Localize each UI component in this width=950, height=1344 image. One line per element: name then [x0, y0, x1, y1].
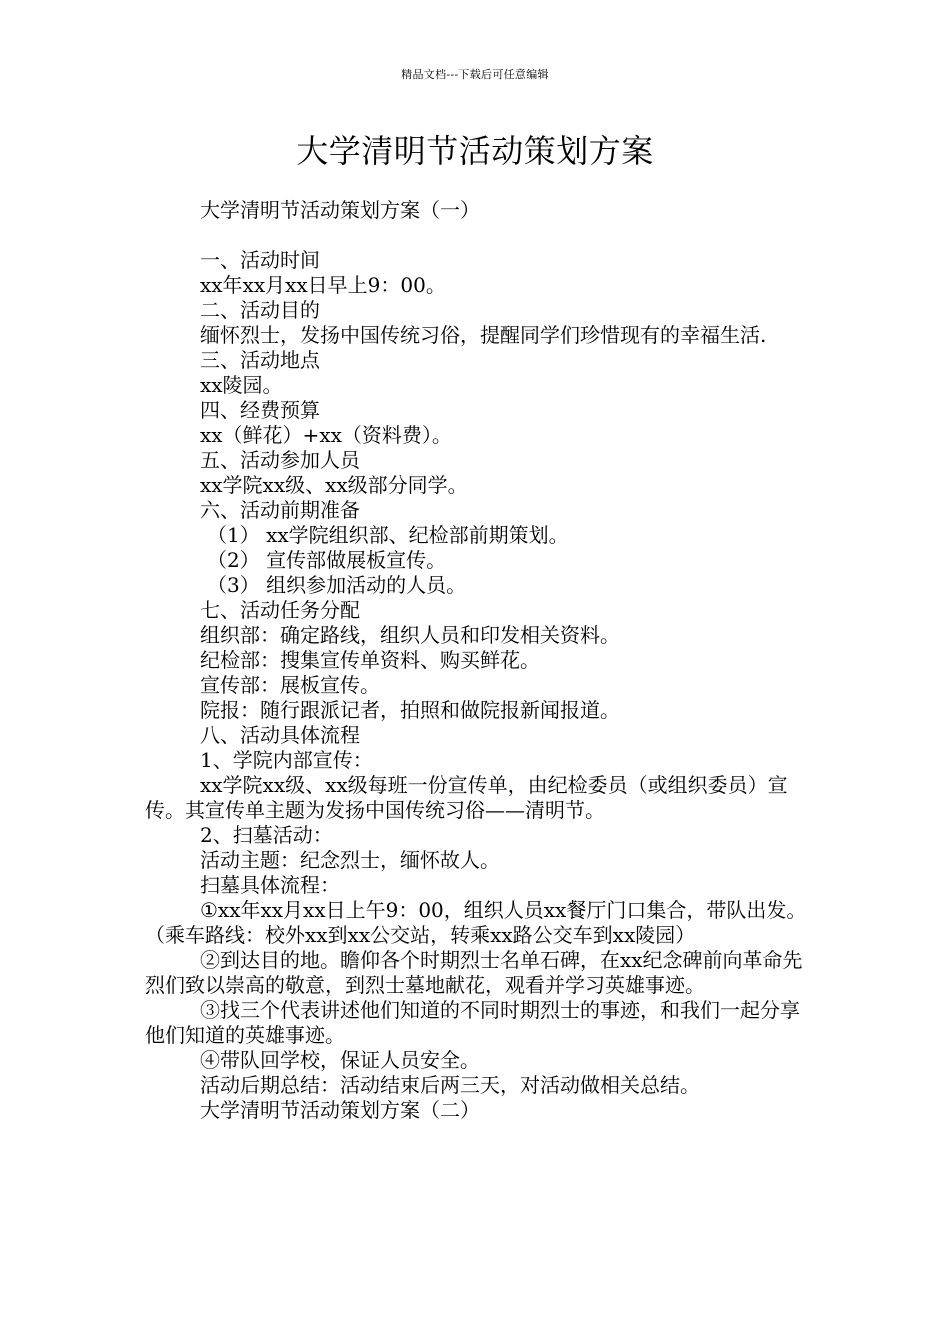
paragraph: xx学院xx级、xx级部分同学。 — [200, 473, 468, 497]
blank-line — [145, 223, 809, 248]
paragraph: 院报：随行跟派记者，拍照和做院报新闻报道。 — [200, 698, 620, 722]
section-heading: 大学清明节活动策划方案（二） — [200, 1098, 480, 1122]
section-heading: 七、活动任务分配 — [200, 598, 360, 622]
paragraph: xx陵园。 — [200, 373, 283, 397]
section-heading: 八、活动具体流程 — [200, 723, 360, 747]
section-heading: 四、经费预算 — [200, 398, 320, 422]
paragraph: 纪检部：搜集宣传单资料、购买鲜花。 — [200, 648, 540, 672]
paragraph: 宣传部：展板宣传。 — [200, 673, 380, 697]
paragraph: 1、学院内部宣传： — [200, 748, 373, 772]
paragraph: 缅怀烈士，发扬中国传统习俗，提醒同学们珍惜现有的幸福生活. — [200, 323, 767, 347]
paragraph: 2、扫墓活动： — [200, 823, 333, 847]
section-heading: 二、活动目的 — [200, 298, 320, 322]
section-heading: 大学清明节活动策划方案（一） — [200, 198, 480, 222]
paragraph: ①xx年xx月xx日上午9：00，组织人员xx餐厅门口集合，带队出发。（乘车路线：校外xx到xx公交站，转乘xx路公交车到xx陵园） — [145, 898, 807, 947]
paragraph: 扫墓具体流程： — [200, 873, 340, 897]
section-heading: 五、活动参加人员 — [200, 448, 360, 472]
section-heading: 六、活动前期准备 — [200, 498, 360, 522]
paragraph: ②到达目的地。瞻仰各个时期烈士名单石碑，在xx纪念碑前向革命先烈们致以崇高的敬意，到烈士墓地献花，观看并学习英雄事迹。 — [145, 948, 803, 997]
list-item: （3） 组织参加活动的人员。 — [207, 573, 467, 597]
paragraph: xx（鲜花）+xx（资料费）。 — [200, 423, 452, 447]
section-heading: 三、活动地点 — [200, 348, 320, 372]
paragraph: xx年xx月xx日早上9：00。 — [200, 273, 446, 297]
document-body — [145, 198, 809, 1123]
paragraph: 活动后期总结：活动结束后两三天，对活动做相关总结。 — [200, 1073, 700, 1097]
paragraph: 组织部：确定路线，组织人员和印发相关资料。 — [200, 623, 620, 647]
paragraph: 活动主题：纪念烈士，缅怀故人。 — [200, 848, 500, 872]
paragraph: ④带队回学校，保证人员安全。 — [200, 1048, 480, 1072]
list-item: （2） 宣传部做展板宣传。 — [207, 548, 447, 572]
paragraph: xx学院xx级、xx级每班一份宣传单，由纪检委员（或组织委员）宣传。其宣传单主题为发扬中国传统习俗——清明节。 — [145, 773, 788, 822]
paragraph: ③找三个代表讲述他们知道的不同时期烈士的事迹，和我们一起分享他们知道的英雄事迹。 — [145, 998, 800, 1047]
list-item: （1） xx学院组织部、纪检部前期策划。 — [207, 523, 569, 547]
document-title: 大学清明节活动策划方案 — [296, 132, 654, 170]
header-note: 精品文档---下载后可任意编辑 — [401, 68, 549, 81]
section-heading: 一、活动时间 — [200, 248, 320, 272]
